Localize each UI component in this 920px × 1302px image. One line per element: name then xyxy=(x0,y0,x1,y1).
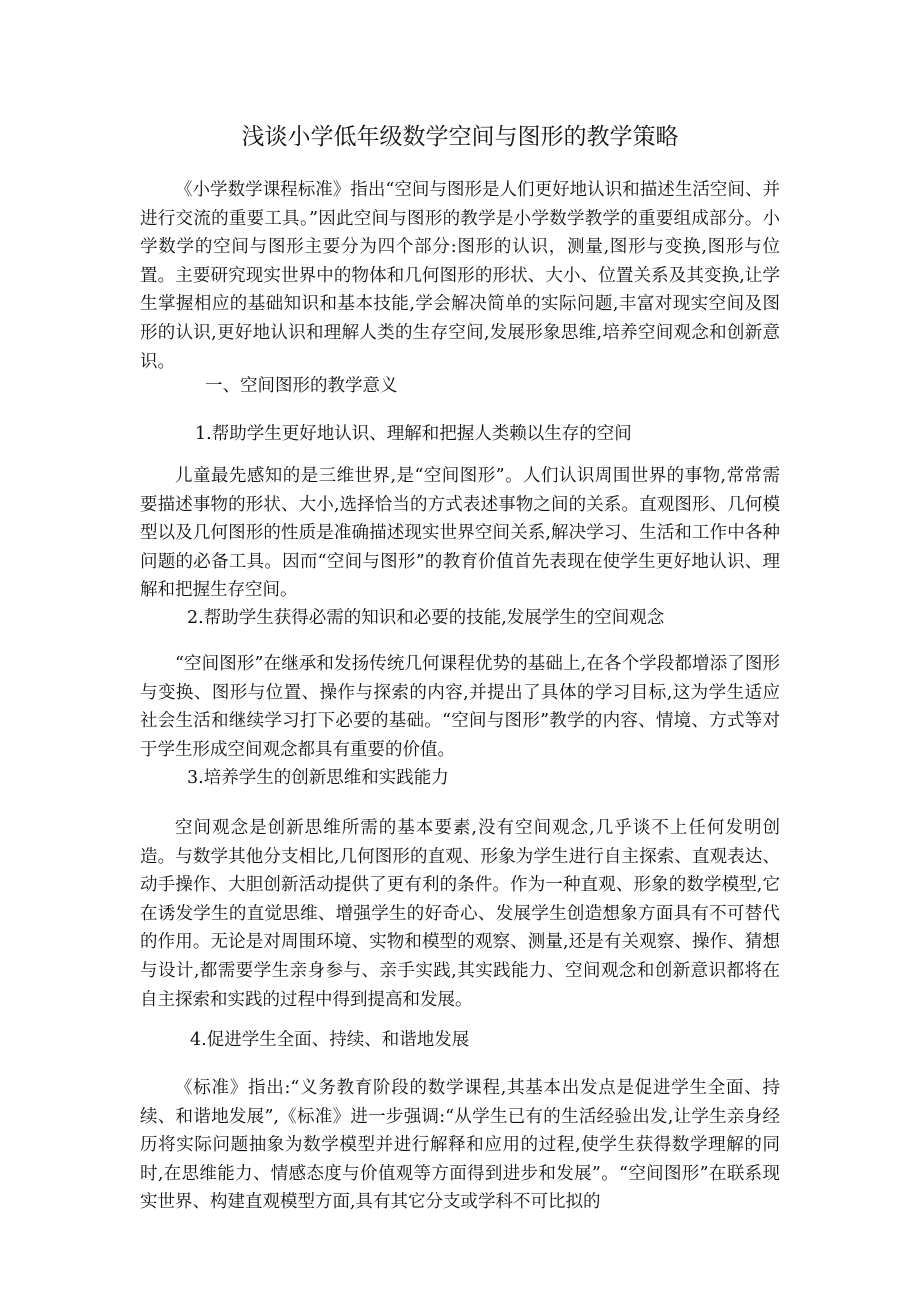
subsection-heading-4: 4.促进学生全面、持续、和谐地发展 xyxy=(190,1030,470,1050)
subsection-paragraph-4: 《标准》指出:“义务教育阶段的数学课程,其基本出发点是促进学生全面、持续、和谐地发展”,《标准》进一步强调:“从学生已有的生活经验出发,让学生亲身经历将实际问题抽象为数学模型并进行解释和应用的过程,使学生获得数学理解的同时,在思维能力、情感态度与价值观等方面得到进步和发展”。“空间图形”在联系现实世界、构建直观模型方面,具有其它分支或学科不可比拟的 xyxy=(140,1078,780,1213)
subsection-heading-3: 3.培养学生的创新思维和实践能力 xyxy=(187,768,449,788)
subsection-paragraph-3: 空间观念是创新思维所需的基本要素,没有空间观念,几乎谈不上任何发明创造。与数学其他分支相比,几何图形的直观、形象为学生进行自主探索、直观表达、动手操作、大胆创新活动提供了更有利的条件。作为一种直观、形象的数学模型,它在诱发学生的直觉思维、增强学生的好奇心、发展学生创造想象方面具有不可替代的作用。无论是对周围环境、实物和模型的观察、测量,还是有关观察、操作、猜想与设计,都需要学生亲身参与、亲手实践,其实践能力、空间观念和创新意识都将在自主探索和实践的过程中得到提高和发展。 xyxy=(140,818,780,1010)
subsection-heading-2: 2.帮助学生获得必需的知识和必要的技能,发展学生的空间观念 xyxy=(187,608,665,628)
intro-paragraph: 《小学数学课程标准》指出“空间与图形是人们更好地认识和描述生活空间、并进行交流的重要工具。”因此空间与图形的教学是小学数学教学的重要组成部分。小学数学的空间与图形主要分为四个部分:图形的认识，测量,图形与变换,图形与位置。主要研究现实世界中的物体和几何图形的形状、大小、位置关系及其变换,让学生掌握相应的基础知识和基本技能,学会解决简单的实际问题,丰富对现实空间及图形的认识,更好地认识和理解人类的生存空间,发展形象思维,培养空间观念和创新意识。 xyxy=(140,180,780,372)
subsection-paragraph-2: “空间图形”在继承和发扬传统几何课程优势的基础上,在各个学段都增添了图形与变换、图形与位置、操作与探索的内容,并提出了具体的学习目标,这为学生适应社会生活和继续学习打下必要的基础。“空间与图形”教学的内容、情境、方式等对于学生形成空间观念都具有重要的价值。 xyxy=(140,654,780,760)
section-heading-1: 一、空间图形的教学意义 xyxy=(205,376,398,396)
document-title: 浅谈小学低年级数学空间与图形的教学策略 xyxy=(241,124,679,150)
subsection-heading-1: 1.帮助学生更好地认识、理解和把握人类赖以生存的空间 xyxy=(195,424,632,444)
subsection-paragraph-1: 儿童最先感知的是三维世界,是“空间图形”。人们认识周围世界的事物,常常需要描述事物的形状、大小,选择恰当的方式表述事物之间的关系。直观图形、几何模型以及几何图形的性质是准确描述现实世界空间关系,解决学习、生活和工作中各种问题的必备工具。因而“空间与图形”的教育价值首先表现在使学生更好地认识、理解和把握生存空间。 xyxy=(140,466,780,601)
